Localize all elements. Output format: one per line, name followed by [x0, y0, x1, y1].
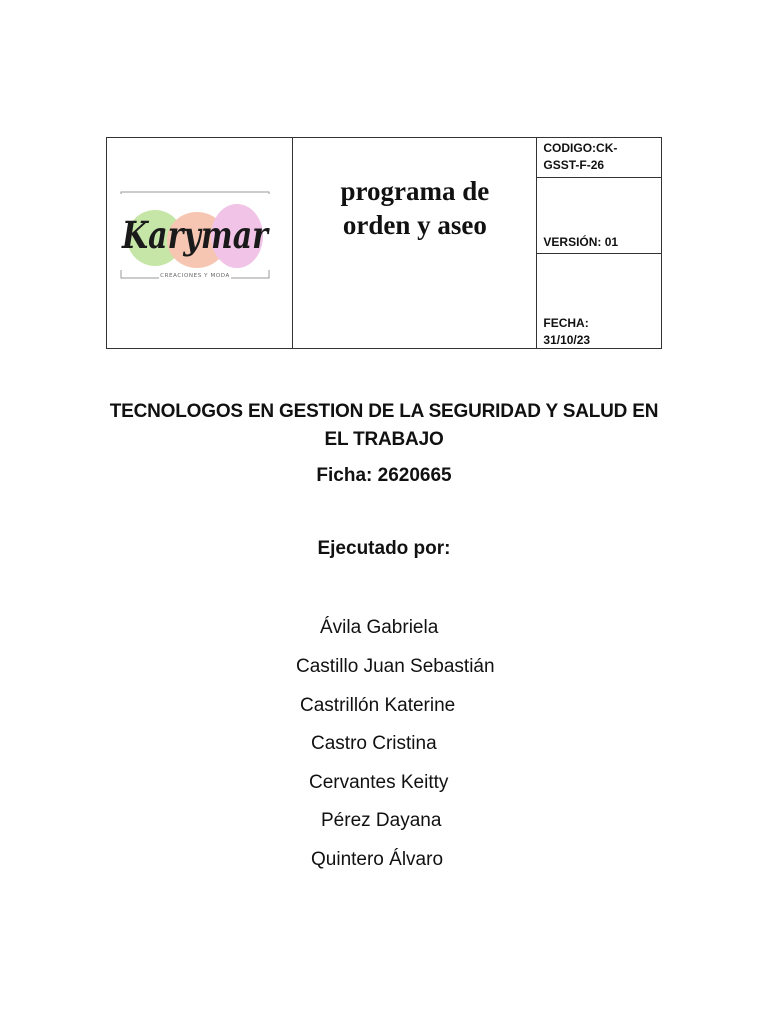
document-title	[293, 174, 536, 242]
program-title: TECNOLOGOS EN GESTION DE LA SEGURIDAD Y SALUD EN EL TRABAJO	[109, 401, 659, 450]
member-name: Quintero Álvaro	[311, 849, 444, 870]
fecha-label: FECHA:	[543, 316, 589, 330]
fecha-row	[537, 254, 661, 349]
logo-cell	[107, 138, 293, 349]
fecha-text	[543, 315, 657, 349]
document-title-line-2: orden y aseo	[342, 210, 487, 240]
logo-tagline-text: CREACIONES Y MODA	[160, 273, 230, 279]
member-name: Cervantes Keitty	[309, 772, 449, 793]
title-cell	[293, 138, 537, 349]
version-text: VERSIÓN: 01	[543, 235, 619, 249]
ficha-label: Ficha:	[316, 465, 373, 486]
member-name: Castrillón Katerine	[300, 695, 456, 716]
ficha-number: 2620665	[377, 465, 452, 486]
executed-by-label: Ejecutado por:	[317, 538, 451, 559]
codigo-text	[543, 140, 657, 174]
member-name: Castillo Juan Sebastián	[296, 656, 495, 677]
version-row	[537, 178, 661, 254]
fecha-value: 31/10/23	[543, 333, 591, 347]
codigo-line-1: CODIGO:CK-	[543, 141, 618, 155]
member-name: Pérez Dayana	[321, 810, 442, 831]
document-title-line-1: programa de	[340, 176, 490, 206]
codigo-row	[537, 138, 661, 178]
meta-cell	[537, 138, 662, 349]
document-header-table	[106, 137, 662, 349]
member-name: Castro Cristina	[311, 733, 437, 754]
codigo-line-2: GSST-F-26	[543, 158, 605, 172]
logo-brand-text: Karymar	[121, 213, 271, 257]
member-name: Ávila Gabriela	[320, 617, 439, 638]
ficha-line	[0, 465, 768, 487]
karymar-logo	[119, 190, 271, 282]
